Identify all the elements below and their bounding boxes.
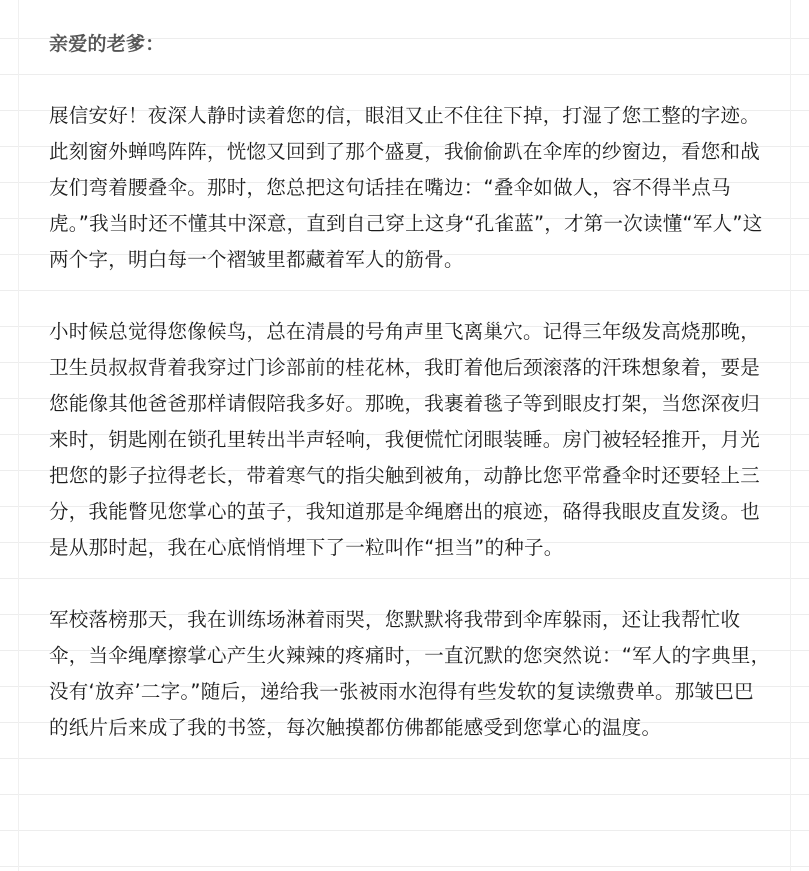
letter-paragraph-1: 展信安好！夜深人静时读着您的信，眼泪又止不住往下掉，打湿了您工整的字迹。此刻窗外蝉鸣阵阵，恍惚又回到了那个盛夏，我偷偷趴在伞库的纱窗边，看您和战友们弯着腰叠伞。那时，您总把这句话挂在嘴边：“叠伞如做人，容不得半点马虎。”我当时还不懂其中深意，直到自己穿上这身“孔雀蓝”，才第一次读懂“军人”这两个字，明白每一个褶皱里都藏着军人的筋骨。 bbox=[49, 104, 763, 271]
page-left-edge bbox=[18, 0, 19, 871]
letter-salutation: 亲爱的老爹： bbox=[49, 33, 165, 55]
letter-paragraph-3: 军校落榜那天，我在训练场淋着雨哭，您默默将我带到伞库躲雨，还让我帮忙收伞，当伞绳摩擦掌心产生火辣辣的疼痛时，一直沉默的您突然说：“军人的字典里，没有‘放弃’二字。”随后，递给我一张被雨水泡得有些发软的复读缴费单。那皱巴巴的纸片后来成了我的书签，每次触摸都仿佛都能感受到您掌心的温度。 bbox=[49, 608, 771, 739]
letter-body bbox=[49, 26, 771, 746]
letter-paragraph-2: 小时候总觉得您像候鸟，总在清晨的号角声里飞离巢穴。记得三年级发高烧那晚，卫生员叔叔背着我穿过门诊部前的桂花林，我盯着他后颈滚落的汗珠想象着，要是您能像其他爸爸那样请假陪我多好。那晚，我裹着毯子等到眼皮打架，当您深夜归来时，钥匙刚在锁孔里转出半声轻响，我便慌忙闭眼装睡。房门被轻轻推开，月光把您的影子拉得老长，带着寒气的指尖触到被角，动静比您平常叠伞时还要轻上三分，我能瞥见您掌心的茧子，我知道那是伞绳磨出的痕迹，硌得我眼皮直发烫。也是从那时起，我在心底悄悄埋下了一粒叫作“担当”的种子。 bbox=[49, 320, 761, 559]
page-right-edge bbox=[790, 0, 791, 871]
